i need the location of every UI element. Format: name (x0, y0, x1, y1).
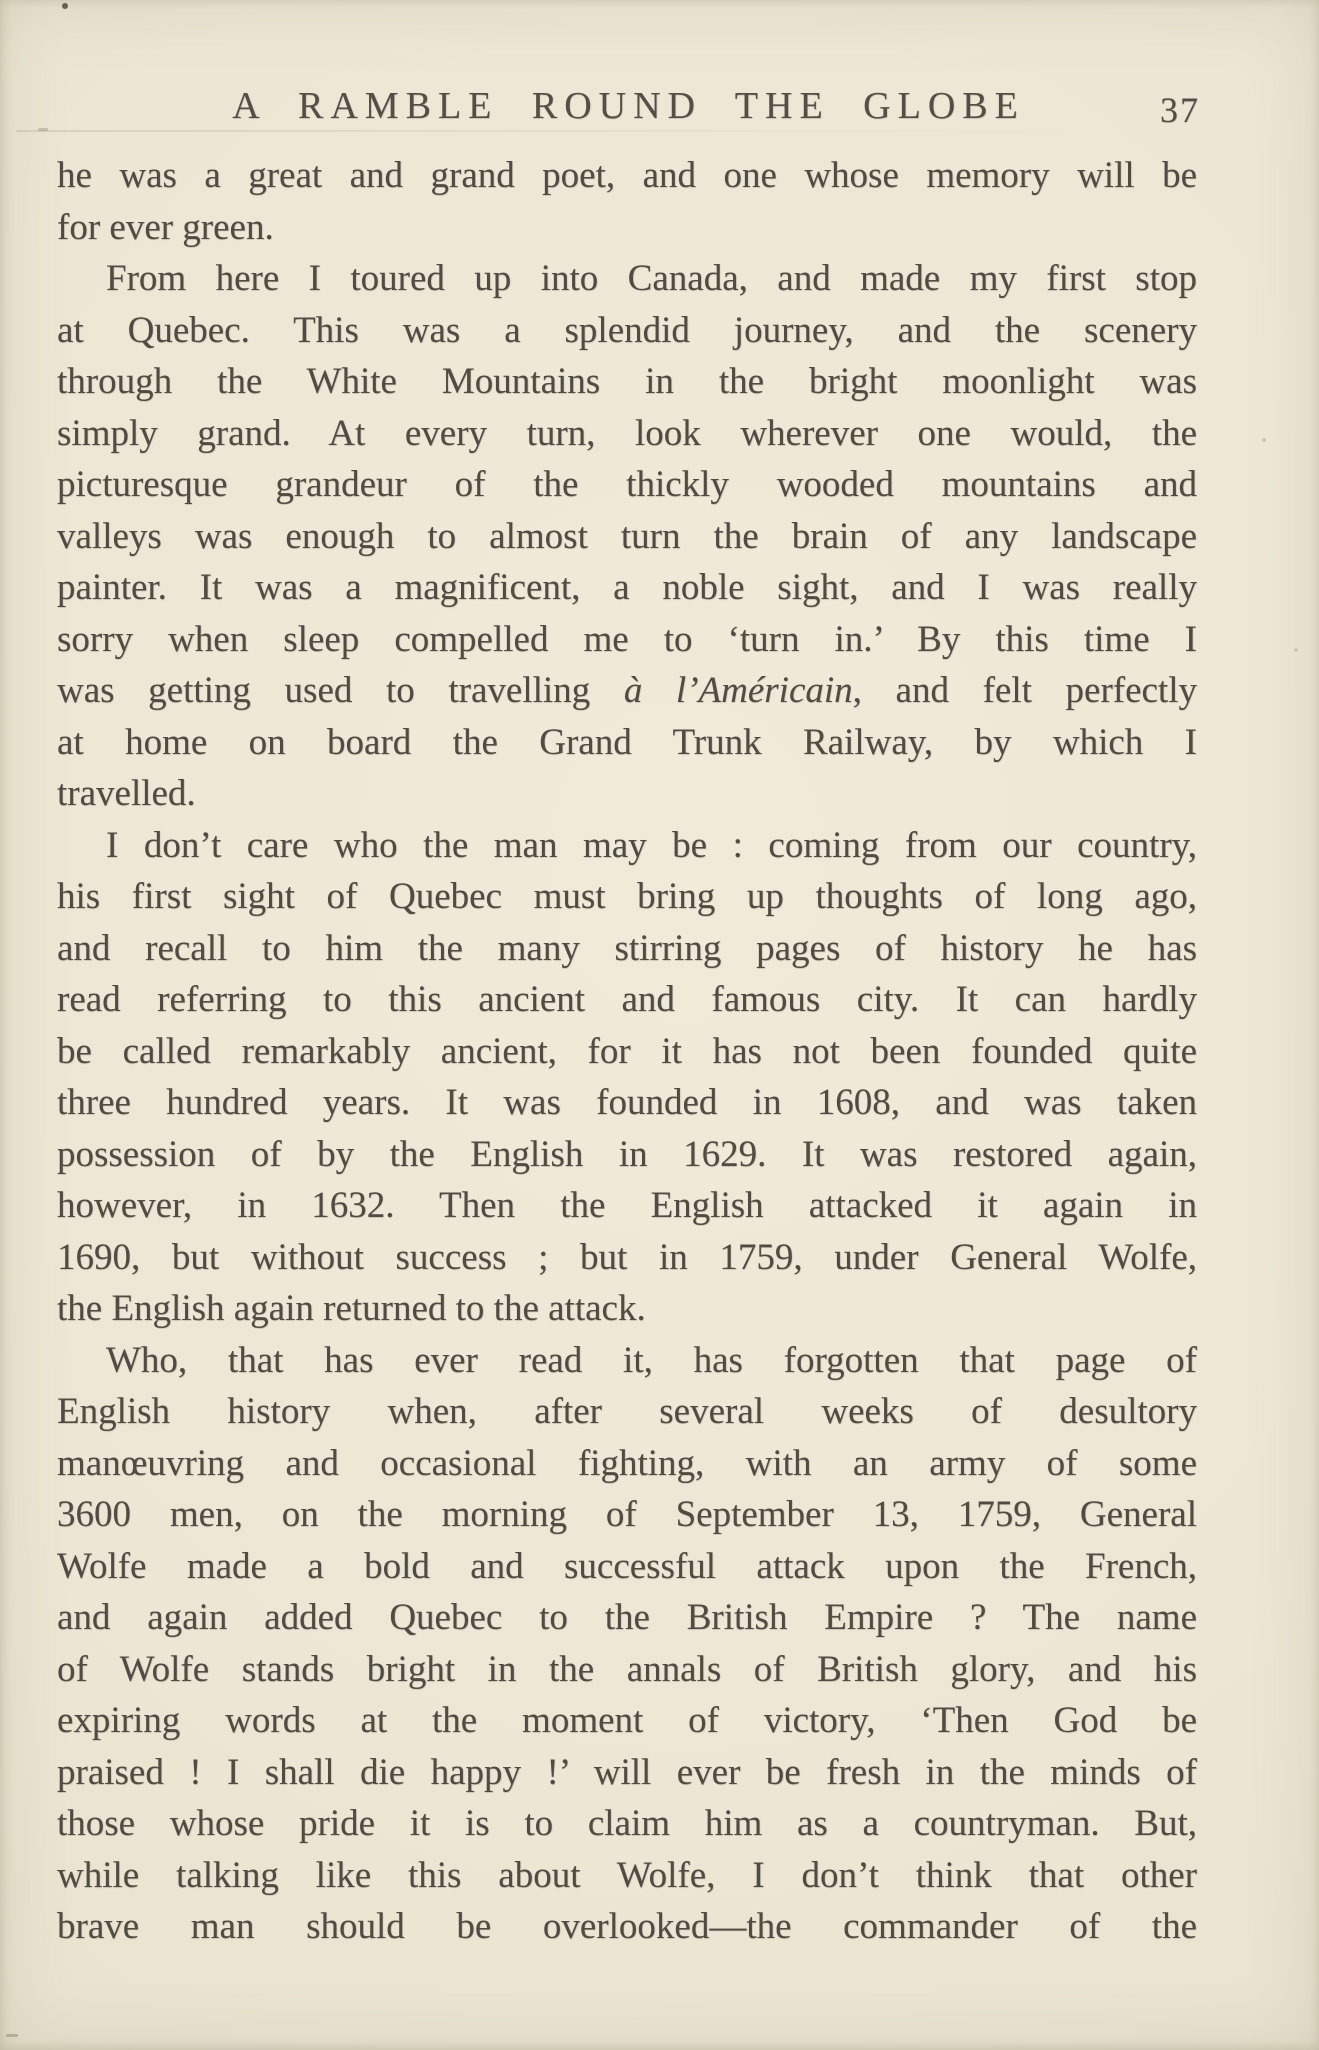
paper-speck (62, 3, 68, 9)
text-segment: From here I toured up into Canada, and made my first stop (106, 258, 1197, 299)
text-segment: read referring to this ancient and famous city. It can hardly (57, 979, 1197, 1020)
text-line (57, 1747, 1197, 1799)
text-line (57, 1850, 1197, 1902)
text-line (57, 150, 1197, 202)
text-line (57, 253, 1197, 305)
text-segment: 3600 men, on the morning of September 13, 1759, General (57, 1494, 1197, 1535)
page-text-block (57, 150, 1197, 1953)
text-segment: picturesque grandeur of the thickly wooded mountains and (57, 464, 1197, 505)
text-segment: brave man should be overlooked—the commander of the (57, 1906, 1197, 1947)
text-line (57, 923, 1197, 975)
text-line (57, 408, 1197, 460)
text-segment: I don’t care who the man may be : coming from our country, (106, 824, 1197, 866)
text-segment: of Wolfe stands bright in the annals of British glory, and his (57, 1648, 1197, 1690)
text-segment: however, in 1632. Then the English attacked it again in (57, 1185, 1197, 1226)
text-segment: Wolfe made a bold and successful attack upon the French, (57, 1545, 1197, 1587)
text-segment: his first sight of Quebec must bring up thoughts of long ago, (57, 876, 1197, 917)
paper-speck (1262, 438, 1266, 442)
text-line (57, 768, 1197, 820)
text-line (57, 1901, 1197, 1953)
text-segment: painter. It was a magnificent, a noble sight, and I was really (57, 567, 1197, 608)
text-segment: through the White Mountains in the bright moonlight was (57, 361, 1197, 402)
text-segment: valleys was enough to almost turn the brain of any landscape (57, 515, 1197, 557)
text-segment: at home on board the Grand Trunk Railway, by which I (57, 721, 1197, 763)
text-segment: three hundred years. It was founded in 1608, and was taken (57, 1082, 1197, 1123)
italic-text-segment: à l’Américain (623, 670, 853, 711)
text-line (57, 717, 1197, 769)
text-segment: those whose pride it is to claim him as a countryman. But, (57, 1803, 1197, 1844)
running-title: A RAMBLE ROUND THE GLOBE (232, 85, 1025, 127)
text-segment: sorry when sleep compelled me to ‘turn in.’ By this time I (57, 618, 1197, 660)
page-number: 37 (1160, 90, 1200, 130)
text-line (57, 1695, 1197, 1747)
page-header (57, 86, 1200, 130)
text-segment: and recall to him the many stirring pages of history he has (57, 927, 1197, 969)
text-line (57, 1541, 1197, 1593)
text-line (57, 974, 1197, 1026)
text-segment: travelled. (57, 773, 196, 814)
text-line (57, 459, 1197, 511)
text-segment: for ever green. (57, 206, 274, 248)
paper-speck (1294, 648, 1298, 652)
paper-speck (6, 2034, 18, 2037)
text-line (57, 1592, 1197, 1644)
text-segment: the English again returned to the attack. (57, 1288, 646, 1329)
text-segment: , and felt perfectly (852, 670, 1197, 711)
text-segment: he was a great and grand poet, and one whose memory will be (57, 155, 1197, 196)
text-line (57, 1386, 1197, 1438)
text-line (57, 614, 1197, 666)
text-line (57, 202, 1197, 254)
text-line (57, 511, 1197, 563)
text-line (57, 1644, 1197, 1696)
text-line (57, 562, 1197, 614)
text-line (57, 665, 1197, 717)
text-segment: simply grand. At every turn, look wherever one would, the (57, 412, 1197, 454)
text-segment: and again added Quebec to the British Empire ? The name (57, 1597, 1197, 1638)
text-line (57, 820, 1197, 872)
text-segment: 1690, but without success ; but in 1759, under General Wolfe, (57, 1236, 1197, 1278)
text-line (57, 356, 1197, 408)
text-segment: was getting used to travelling (57, 670, 624, 711)
text-segment: English history when, after several weeks of desultory (57, 1391, 1197, 1432)
text-segment: Who, that has ever read it, has forgotten that page of (106, 1339, 1197, 1381)
text-line (57, 1077, 1197, 1129)
text-segment: praised ! I shall die happy !’ will ever be fresh in the minds of (57, 1751, 1197, 1793)
paper-speck (38, 128, 48, 131)
text-segment: manœuvring and occasional fighting, with an army of some (57, 1442, 1197, 1484)
text-line (57, 1129, 1197, 1181)
text-segment: at Quebec. This was a splendid journey, and the scenery (57, 309, 1197, 351)
text-line (57, 305, 1197, 357)
text-line (57, 1438, 1197, 1490)
text-segment: while talking like this about Wolfe, I don’t think that other (57, 1854, 1197, 1896)
text-segment: possession of by the English in 1629. It was restored again, (57, 1133, 1197, 1175)
text-segment: expiring words at the moment of victory, ‘Then God be (57, 1700, 1197, 1741)
paper-crease (16, 130, 1086, 132)
text-line (57, 1335, 1197, 1387)
text-line (57, 1180, 1197, 1232)
text-line (57, 1232, 1197, 1284)
text-line (57, 1026, 1197, 1078)
text-line (57, 1283, 1197, 1335)
text-segment: be called remarkably ancient, for it has not been founded quite (57, 1030, 1197, 1072)
text-line (57, 871, 1197, 923)
text-line (57, 1798, 1197, 1850)
text-line (57, 1489, 1197, 1541)
